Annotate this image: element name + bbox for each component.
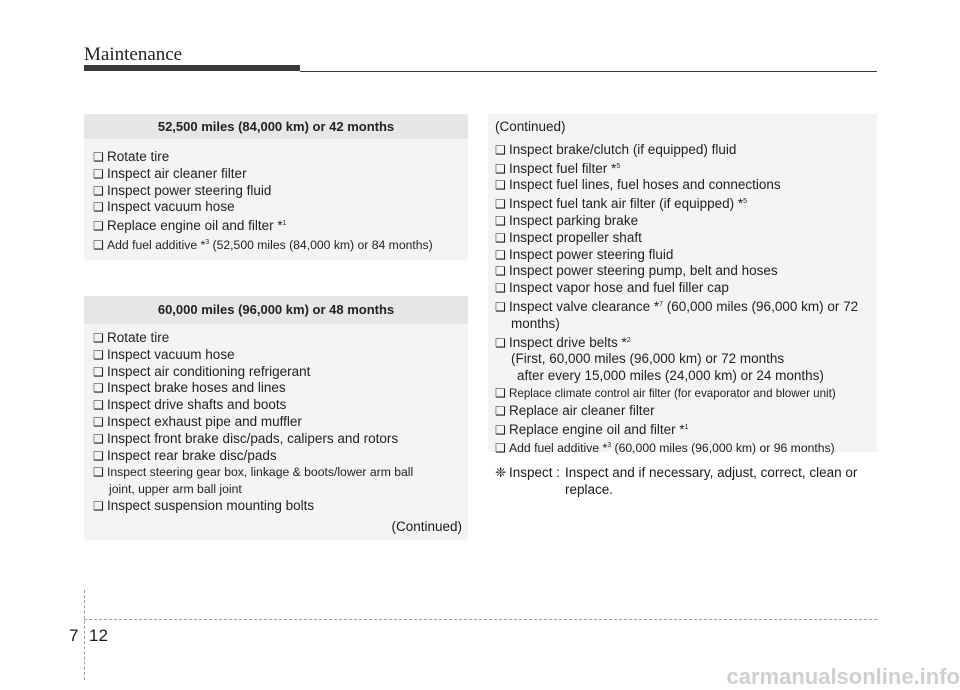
inspect-note: [495, 464, 877, 498]
list-item: ❑ Inspect parking brake: [495, 213, 877, 230]
checkbox-icon: ❑: [495, 299, 509, 316]
checkbox-icon: ❑: [93, 347, 107, 364]
page-header-title: Maintenance: [84, 44, 182, 66]
checkbox-icon: ❑: [495, 385, 509, 402]
list-item-continuation: after every 15,000 miles (24,000 km) or 24 months): [495, 368, 877, 385]
footnote-mark: 5: [743, 198, 747, 205]
checkbox-icon: ❑: [93, 364, 107, 381]
list-item: ❑ Inspect rear brake disc/pads: [93, 448, 468, 465]
list-item: ❑ Inspect drive shafts and boots: [93, 397, 468, 414]
header-rule: [300, 71, 877, 72]
list-item: ❑ Inspect power steering fluid: [93, 183, 468, 200]
list-item: ❑ Inspect steering gear box, linkage & boots/lower arm ball: [93, 464, 468, 481]
list-item: ❑ Inspect brake hoses and lines: [93, 380, 468, 397]
checkbox-icon: ❑: [93, 397, 107, 414]
footer-divider-vertical: [84, 590, 85, 680]
checkbox-icon: ❑: [495, 263, 509, 280]
header-bar: [84, 65, 300, 71]
checkbox-icon: ❑: [93, 498, 107, 515]
list-item: ❑ Inspect front brake disc/pads, calipers and rotors: [93, 431, 468, 448]
checkbox-icon: ❑: [93, 431, 107, 448]
list-item: ❑ Inspect power steering fluid: [495, 247, 877, 264]
checkbox-icon: ❑: [93, 464, 107, 481]
checkbox-icon: ❑: [495, 280, 509, 297]
list-item: ❑ Inspect exhaust pipe and muffler: [93, 414, 468, 431]
list-item: ❑ Inspect vapor hose and fuel filler cap: [495, 280, 877, 297]
note-symbol-icon: ❈: [495, 464, 509, 481]
list-item: ❑ Inspect fuel tank air filter (if equipped) *$^5$: [495, 194, 877, 213]
list-item: ❑ Inspect drive belts *$^2$: [495, 333, 877, 352]
checkbox-icon: ❑: [495, 196, 509, 213]
list-item: ❑ Inspect fuel filter *$^5$: [495, 159, 877, 178]
continued-label: (Continued): [391, 519, 462, 534]
list-item: ❑ Inspect brake/clutch (if equipped) fluid: [495, 142, 877, 159]
list-item: ❑ Add fuel additive *$^3$ (52,500 miles (84,000 km) or 84 months): [93, 235, 468, 254]
checkbox-icon: ❑: [495, 247, 509, 264]
list-item: ❑ Add fuel additive *$^3$ (60,000 miles (96,000 km) or 96 months): [495, 438, 877, 457]
note-text-continuation: replace.: [495, 481, 877, 498]
footnote-mark: 5: [616, 163, 620, 170]
list-item: ❑ Inspect fuel lines, fuel hoses and connections: [495, 177, 877, 194]
list-item-continuation: months): [495, 316, 877, 333]
list-item: ❑ Rotate tire: [93, 330, 468, 347]
list-item: ❑ Inspect valve clearance *$^7$ (60,000 miles (96,000 km) or 72: [495, 297, 877, 316]
schedule-panel-60000: [84, 296, 468, 540]
note-text: Inspect and if necessary, adjust, correct, clean or: [565, 464, 877, 481]
checkbox-icon: ❑: [93, 414, 107, 431]
checkbox-icon: ❑: [93, 380, 107, 397]
checkbox-icon: ❑: [93, 218, 107, 235]
checkbox-icon: ❑: [495, 161, 509, 178]
checkbox-icon: ❑: [495, 335, 509, 352]
checkbox-icon: ❑: [93, 448, 107, 465]
page-number: 12: [89, 626, 108, 646]
list-item: ❑ Replace climate control air filter (for evaporator and blower unit): [495, 385, 877, 403]
panel-heading: 60,000 miles (96,000 km) or 48 months: [84, 296, 468, 324]
schedule-panel-continued: [488, 114, 877, 452]
schedule-panel-52500: [84, 114, 468, 260]
list-item: ❑ Rotate tire: [93, 149, 468, 166]
list-item: ❑ Inspect suspension mounting bolts: [93, 498, 468, 515]
list-item-continuation: joint, upper arm ball joint: [93, 481, 468, 498]
list-item: ❑ Replace air cleaner filter: [495, 403, 877, 420]
checkbox-icon: ❑: [93, 183, 107, 200]
footnote-mark: 1: [685, 424, 689, 431]
list-item-continuation: (First, 60,000 miles (96,000 km) or 72 months: [495, 351, 877, 368]
list-item: ❑ Inspect vacuum hose: [93, 347, 468, 364]
checkbox-icon: ❑: [495, 440, 509, 457]
footnote-mark: 2: [627, 337, 631, 344]
list-item: ❑ Inspect power steering pump, belt and hoses: [495, 263, 877, 280]
footer-divider-horizontal: [84, 619, 877, 620]
list-item: ❑ Inspect propeller shaft: [495, 230, 877, 247]
checkbox-icon: ❑: [93, 199, 107, 216]
checkbox-icon: ❑: [495, 142, 509, 159]
continued-heading: (Continued): [488, 114, 877, 136]
list-item: ❑ Replace engine oil and filter *$^1$: [93, 216, 468, 235]
checkbox-icon: ❑: [495, 230, 509, 247]
checkbox-icon: ❑: [495, 213, 509, 230]
list-item: ❑ Inspect vacuum hose: [93, 199, 468, 216]
footnote-mark: 7: [659, 301, 663, 308]
footnote-mark: 3: [205, 239, 209, 246]
checkbox-icon: ❑: [495, 177, 509, 194]
footnote-mark: 1: [283, 220, 287, 227]
checkbox-icon: ❑: [93, 330, 107, 347]
checkbox-icon: ❑: [495, 422, 509, 439]
checkbox-icon: ❑: [93, 166, 107, 183]
section-number: 7: [69, 626, 78, 646]
list-item: ❑ Replace engine oil and filter *$^1$: [495, 420, 877, 439]
list-item: ❑ Inspect air conditioning refrigerant: [93, 364, 468, 381]
checkbox-icon: ❑: [93, 237, 107, 254]
note-label: Inspect :: [509, 464, 565, 481]
watermark: carmanualsonline.info: [727, 664, 960, 690]
checkbox-icon: ❑: [495, 403, 509, 420]
list-item: ❑ Inspect air cleaner filter: [93, 166, 468, 183]
checkbox-icon: ❑: [93, 149, 107, 166]
footnote-mark: 3: [607, 442, 611, 449]
panel-heading: 52,500 miles (84,000 km) or 42 months: [84, 114, 468, 139]
